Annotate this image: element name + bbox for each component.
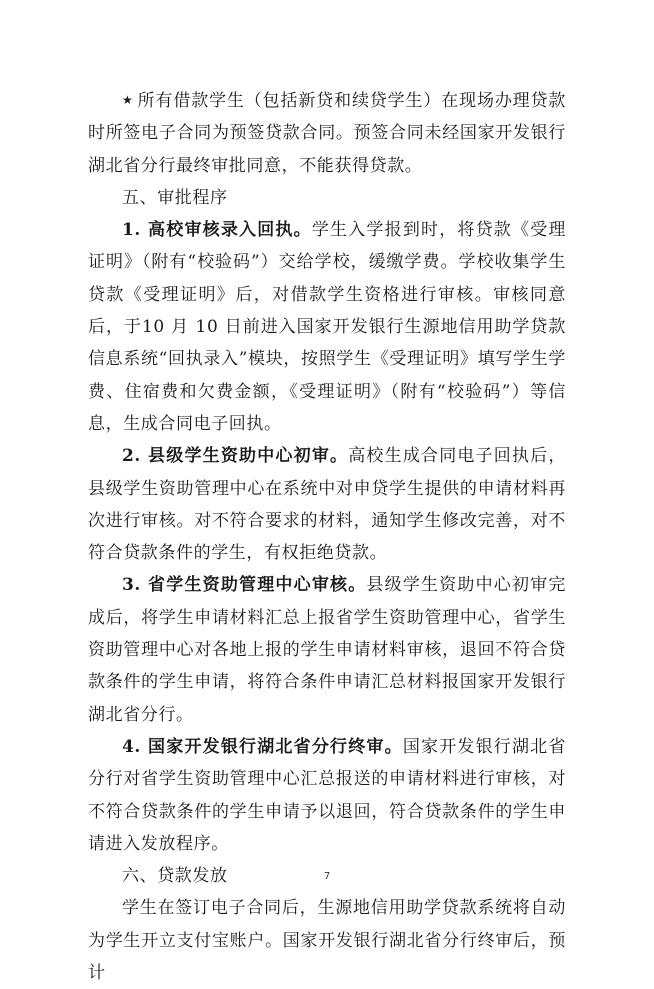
step-4-title: 4. 国家开发银行湖北省分行终审。 — [122, 736, 403, 757]
step-2-title: 2. 县级学生资助中心初审。 — [122, 446, 349, 467]
step-2-text: 高校生成合同电子回执后，县级学生资助管理中心在系统中对申贷学生提供的申请材料再次进行审核。对不符合要求的材料，通知学生修改完善，对不符合贷款条件的学生，有权拒绝贷款。 — [88, 446, 566, 564]
disbursement-paragraph: 学生在签订电子合同后，生源地信用助学贷款系统将自动为学生开立支付宝账户。国家开发银行湖北省分行终审后，预计 — [88, 898, 566, 984]
step-3-text: 县级学生资助中心初审完成后，将学生申请材料汇总上报省学生资助管理中心，省学生资助管理中心对各地上报的学生申请材料审核，退回不符合贷款条件的学生申请，将符合条件申请汇总材料报国家开发银行湖北省分行。 — [88, 575, 566, 725]
star-icon: ★ — [122, 93, 134, 107]
note-paragraph-text: 所有借款学生（包括新贷和续贷学生）在现场办理贷款时所签电子合同为预签贷款合同。预签合同未经国家开发银行湖北省分行最终审批同意，不能获得贷款。 — [88, 91, 566, 176]
step-3-paragraph — [88, 569, 566, 730]
step-1-text: 学生入学报到时，将贷款《受理证明》（附有“校验码”）交给学校，缓缴学费。学校收集学生贷款《受理证明》后，对借款学生资格进行审核。审核同意后，于10 月 10 日前进入国家开发银行生源地信用助学贷款信息系统“回执录入”模块，按照学生《受理证明》填写学生学费、住宿费和欠费金额，《受理证明》（附有“校验码”）等信息，生成合同电子回执。 — [88, 220, 566, 434]
step-3-title: 3. 省学生资助管理中心审核。 — [122, 575, 367, 596]
note-paragraph — [88, 84, 566, 182]
page-number: 7 — [323, 871, 331, 882]
step-1-paragraph — [88, 214, 566, 440]
step-4-text: 国家开发银行湖北省分行对省学生资助管理中心汇总报送的申请材料进行审核，对不符合贷款条件的学生申请予以退回，符合贷款条件的学生申请进入发放程序。 — [88, 736, 566, 854]
section-heading-approval: 五、审批程序 — [122, 187, 228, 208]
document-body — [88, 84, 566, 989]
step-1-title: 1. 高校审核录入回执。 — [122, 220, 312, 241]
step-4-paragraph — [88, 731, 566, 860]
step-2-paragraph — [88, 440, 566, 569]
section-heading-disbursement: 六、贷款发放 — [122, 866, 228, 887]
